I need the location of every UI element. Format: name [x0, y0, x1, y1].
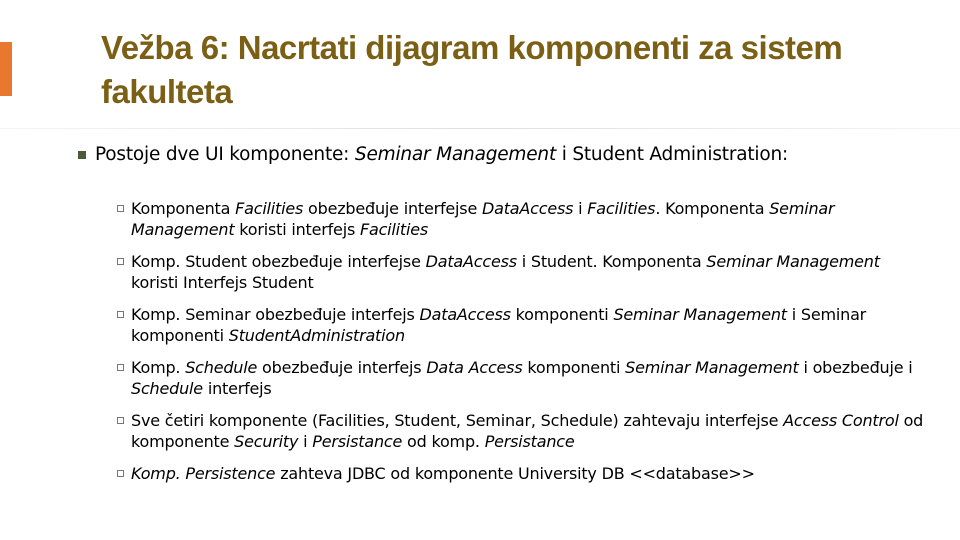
sub-bullet-item: [131, 357, 931, 399]
italic-text-segment: DataAccess: [425, 252, 517, 271]
accent-bar: [0, 42, 12, 96]
square-bullet-icon: [78, 151, 86, 159]
text-segment: Komp. Seminar obezbeđuje interfejs: [131, 305, 420, 324]
text-segment: zahteva JDBC od komponente University DB <<database>>: [275, 464, 755, 483]
main-bullet: [95, 143, 855, 166]
text-segment: i Student Administration:: [556, 144, 789, 165]
text-segment: interfejs: [202, 379, 272, 398]
text-segment: obezbeđuje interfejs: [257, 358, 427, 377]
text-segment: komponenti: [522, 358, 626, 377]
italic-text-segment: Facilities: [235, 199, 304, 218]
italic-text-segment: Seminar Management: [706, 252, 880, 271]
italic-text-segment: Seminar Management: [625, 358, 799, 377]
sub-bullet-list: [131, 198, 931, 495]
hollow-square-bullet-icon: [117, 311, 124, 318]
sub-bullet-item: [131, 410, 931, 452]
hollow-square-bullet-icon: [117, 417, 124, 424]
text-segment: i: [298, 432, 313, 451]
text-segment: koristi Interfejs Student: [131, 273, 314, 292]
hollow-square-bullet-icon: [117, 258, 124, 265]
italic-text-segment: Seminar Management: [354, 144, 557, 165]
text-segment: komponenti: [510, 305, 614, 324]
italic-text-segment: StudentAdministration: [228, 326, 405, 345]
sub-bullet-item: [131, 463, 931, 484]
main-bullet-text: [95, 144, 788, 165]
text-segment: Postoje dve UI komponente:: [95, 144, 355, 165]
italic-text-segment: Data Access: [426, 358, 523, 377]
sub-bullet-item: [131, 304, 931, 346]
text-segment: i Student. Komponenta: [516, 252, 707, 271]
italic-text-segment: Schedule: [131, 379, 203, 398]
italic-text-segment: DataAccess: [481, 199, 574, 218]
text-segment: . Komponenta: [655, 199, 770, 218]
sub-bullet-item: [131, 251, 931, 293]
italic-text-segment: Facilities: [359, 220, 429, 239]
italic-text-segment: DataAccess: [419, 305, 511, 324]
italic-text-segment: Access Control: [783, 411, 899, 430]
text-segment: i: [573, 199, 588, 218]
italic-text-segment: Seminar Management: [613, 305, 787, 324]
italic-text-segment: Persistance: [484, 432, 575, 451]
hollow-square-bullet-icon: [117, 470, 124, 477]
sub-bullet-item: [131, 198, 931, 240]
text-segment: Sve četiri komponente (Facilities, Student, Seminar, Schedule) zahtevaju interfejse: [131, 411, 784, 430]
hollow-square-bullet-icon: [117, 205, 124, 212]
italic-text-segment: Komp. Persistence: [131, 464, 276, 483]
slide-title: Vežba 6: Nacrtati dijagram komponenti za sistem fakulteta: [101, 29, 843, 110]
italic-text-segment: Seminar Management: [131, 199, 835, 239]
text-segment: od komp.: [402, 432, 485, 451]
text-segment: koristi interfejs: [234, 220, 360, 239]
divider: [0, 128, 960, 129]
italic-text-segment: Security: [234, 432, 299, 451]
italic-text-segment: Facilities: [587, 199, 656, 218]
hollow-square-bullet-icon: [117, 364, 124, 371]
text-segment: od komponente: [131, 411, 924, 451]
text-segment: Komp.: [131, 358, 186, 377]
text-segment: i obezbeđuje i: [798, 358, 913, 377]
text-segment: Komponenta: [131, 199, 236, 218]
italic-text-segment: Schedule: [185, 358, 258, 377]
text-segment: obezbeđuje interfejse: [303, 199, 482, 218]
italic-text-segment: Persistance: [312, 432, 403, 451]
text-segment: i Seminar komponenti: [131, 305, 867, 345]
text-segment: Komp. Student obezbeđuje interfejse: [131, 252, 426, 271]
